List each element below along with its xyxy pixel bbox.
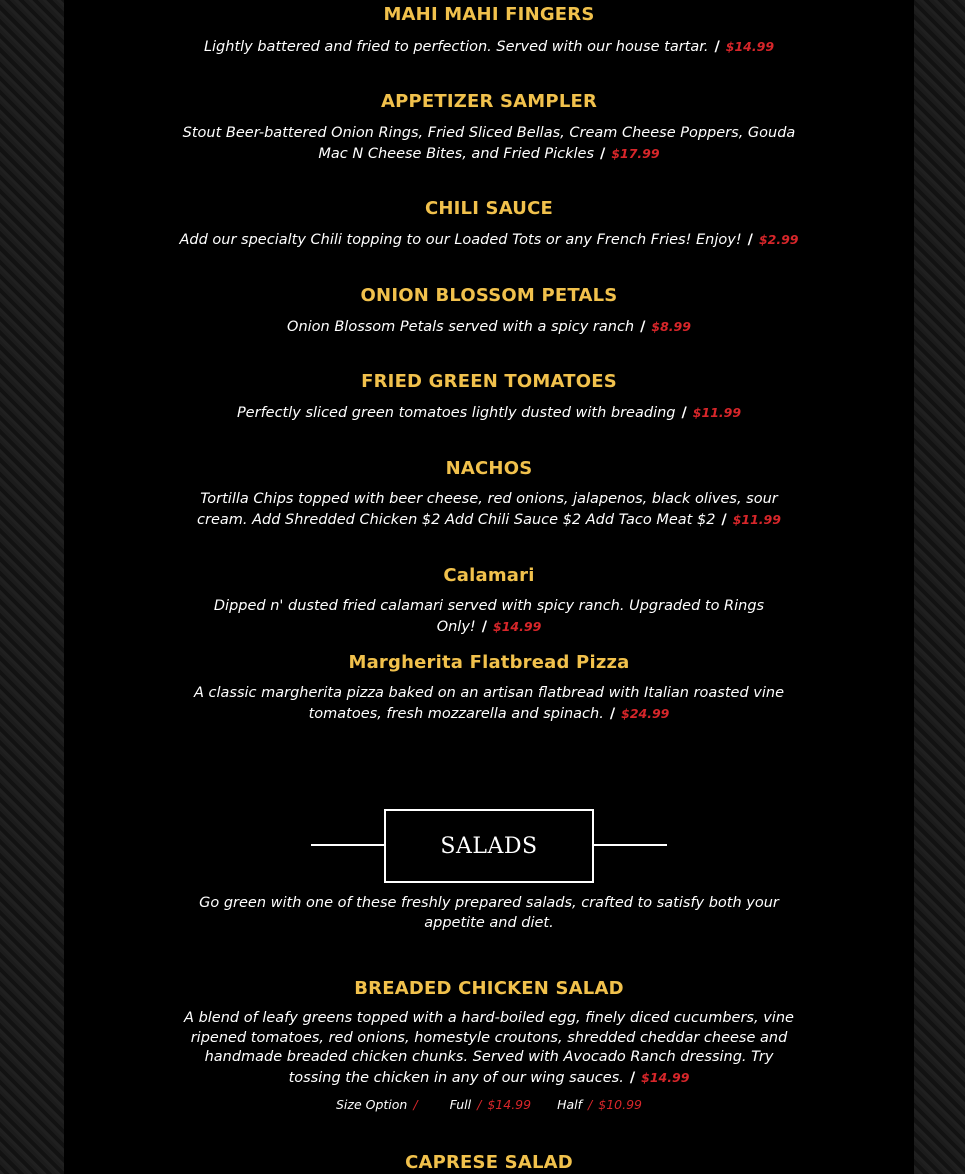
item-price: $11.99: [732, 511, 781, 527]
item-desc-text: Dipped n' dusted fried calamari served with spicy ranch. Upgraded to Rings Only!: [213, 598, 765, 635]
item-description: [179, 230, 799, 251]
item-desc-text: Stout Beer-battered Onion Rings, Fried Sliced Bellas, Cream Cheese Poppers, Gouda Mac N Cheese Bites, and Fried Pickles: [182, 125, 796, 162]
menu-panel: [64, 0, 914, 1174]
item-title: NACHOS: [445, 458, 533, 479]
size-options: [64, 1097, 914, 1112]
menu-item-margherita-pizza: [64, 649, 914, 724]
size-separator: /: [588, 1097, 593, 1112]
price-separator: /: [481, 618, 488, 635]
divider-line-left: [311, 844, 385, 846]
menu-item-appetizer-sampler: [64, 88, 914, 164]
item-desc-text: Lightly battered and fried to perfection. Served with our house tartar.: [203, 39, 709, 55]
price-separator: /: [609, 705, 616, 722]
item-description: [179, 317, 799, 338]
item-desc-text: A classic margherita pizza baked on an artisan flatbread with Italian roasted vine tomatoes, fresh mozzarella and spinach.: [193, 685, 784, 722]
item-description: [179, 490, 799, 530]
item-description: [179, 124, 799, 164]
size-full-price: $14.99: [487, 1097, 532, 1112]
section-header-salads: [64, 809, 914, 883]
item-desc-text: Onion Blossom Petals served with a spicy ranch: [287, 319, 635, 335]
menu-item-mahi-mahi: [64, 1, 914, 58]
size-full-label: Full: [449, 1097, 472, 1112]
size-half-label: Half: [557, 1097, 583, 1112]
item-title: BREADED CHICKEN SALAD: [354, 978, 624, 999]
item-title: CHILI SAUCE: [424, 198, 554, 219]
item-title: Margherita Flatbread Pizza: [348, 652, 630, 673]
menu-item-fried-green-tomatoes: [64, 368, 914, 424]
price-separator: /: [600, 145, 606, 162]
item-desc-text: Add our specialty Chili topping to our Loaded Tots or any French Fries! Enjoy!: [179, 232, 742, 248]
item-title: FRIED GREEN TOMATOES: [361, 371, 617, 392]
item-price: $11.99: [692, 405, 742, 420]
size-half-price: $10.99: [598, 1097, 642, 1112]
item-description: [179, 684, 799, 724]
size-separator: /: [413, 1097, 418, 1112]
menu-item-onion-blossom: [64, 282, 914, 338]
price-separator: /: [747, 232, 753, 248]
section-intro: [64, 894, 914, 933]
item-title: CAPRESE SALAD: [405, 1152, 573, 1173]
item-title: APPETIZER SAMPLER: [380, 91, 598, 112]
item-desc-text: Tortilla Chips topped with beer cheese, red onions, jalapenos, black olives, sour cream. Add Shredded Chicken $2 Add Chili Sauce $2 Add Taco Meat $2: [197, 491, 778, 528]
price-separator: /: [714, 39, 720, 55]
item-price: $14.99: [725, 39, 775, 54]
menu-item-caprese-salad: [64, 1149, 914, 1174]
item-desc-text: Perfectly sliced green tomatoes lightly dusted with breading: [236, 405, 676, 421]
item-price: $14.99: [641, 1069, 690, 1085]
price-separator: /: [640, 319, 646, 335]
item-description: [179, 1009, 799, 1088]
item-description: [179, 597, 799, 637]
section-title-box: [384, 809, 594, 883]
item-price: $14.99: [493, 618, 542, 634]
item-price: $17.99: [611, 145, 660, 161]
item-title: ONION BLOSSOM PETALS: [360, 285, 618, 306]
price-separator: /: [629, 1069, 636, 1086]
price-separator: /: [721, 511, 727, 528]
size-separator: /: [477, 1097, 482, 1112]
item-title: Calamari: [443, 565, 535, 586]
menu-item-calamari: [64, 562, 914, 637]
item-title: MAHI MAHI FINGERS: [383, 4, 595, 25]
menu-item-breaded-chicken-salad: [64, 975, 914, 1088]
item-description: [179, 37, 799, 58]
divider-line-right: [593, 844, 667, 846]
item-desc-text: A blend of leafy greens topped with a hard-boiled egg, finely diced cucumbers, vine ripened tomatoes, red onions, homestyle croutons, shredded cheddar cheese and handmade breaded chicken chunks. Served with Avocado Ranch dressing. Try tossing the chicken in any of our wing sauces.: [184, 1010, 794, 1086]
item-price: $24.99: [621, 705, 670, 721]
price-separator: /: [681, 405, 687, 421]
section-intro-text: Go green with one of these freshly prepared salads, crafted to satisfy both your appetite and diet.: [199, 895, 779, 931]
menu-item-nachos: [64, 455, 914, 530]
size-option-label: Size Option: [335, 1097, 408, 1112]
section-title: SALADS: [440, 833, 538, 859]
item-price: $2.99: [758, 232, 799, 247]
menu-item-chili-sauce: [64, 195, 914, 251]
item-price: $8.99: [651, 319, 691, 334]
item-description: [179, 403, 799, 424]
